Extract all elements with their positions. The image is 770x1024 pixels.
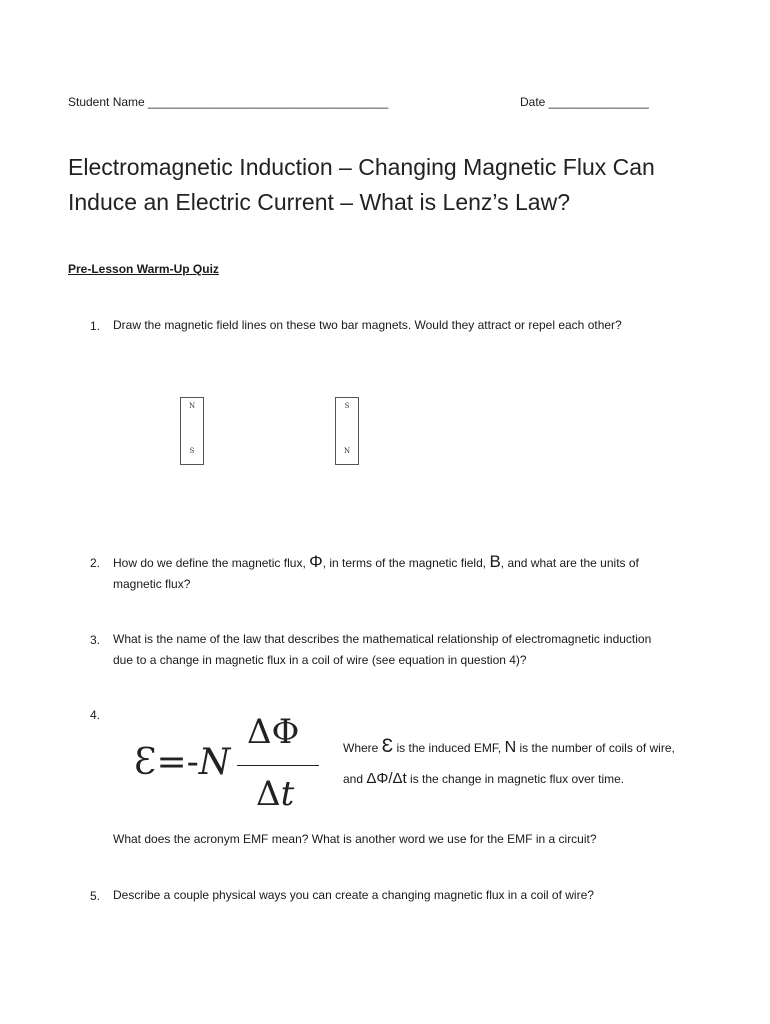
emf-symbol: Ɛ xyxy=(134,742,157,783)
section-heading: Pre-Lesson Warm-Up Quiz xyxy=(68,262,219,276)
question-2-number: 2. xyxy=(90,556,101,570)
page-title xyxy=(68,150,708,220)
magnet-left-bottom-pole: S xyxy=(189,447,195,455)
formula-explanation-line-1 xyxy=(343,736,675,758)
question-4-number: 4. xyxy=(90,708,101,722)
question-4-followup: What does the acronym EMF mean? What is another word we use for the EMF in a circuit? xyxy=(113,832,597,846)
formula-numerator: ΔΦ xyxy=(247,712,300,752)
phi-symbol: Φ xyxy=(309,552,323,571)
where-text-a: Where xyxy=(343,741,382,755)
denominator-t: t xyxy=(280,774,295,814)
formula-denominator xyxy=(256,774,294,814)
question-3-number: 3. xyxy=(90,633,101,647)
n-inline-symbol: N xyxy=(504,739,517,756)
equals-minus: =- xyxy=(156,742,199,783)
n-symbol: N xyxy=(198,742,231,783)
formula-lhs xyxy=(134,742,230,783)
title-line-2: Induce an Electric Current – What is Lenz’s Law? xyxy=(68,189,570,215)
title-line-1: Electromagnetic Induction – Changing Magnetic Flux Can xyxy=(68,154,655,180)
student-name-field[interactable] xyxy=(68,95,388,109)
magnet-left-top-pole: N xyxy=(188,402,196,410)
q2-text-c: , and what are the units of xyxy=(500,556,639,570)
denominator-delta: Δ xyxy=(256,774,281,814)
question-5-text: Describe a couple physical ways you can create a changing magnetic flux in a coil of wire? xyxy=(113,888,594,902)
bar-magnet-left xyxy=(180,397,204,465)
bar-magnet-right xyxy=(335,397,359,465)
question-1-number: 1. xyxy=(90,319,101,333)
and-text-b: is the change in magnetic flux over time. xyxy=(406,772,625,786)
q2-text-a: How do we define the magnetic flux, xyxy=(113,556,310,570)
q3-line-2: due to a change in magnetic flux in a coil of wire (see equation in question 4)? xyxy=(113,653,527,667)
formula-explanation-line-2 xyxy=(343,770,624,787)
faraday-law-formula xyxy=(134,712,334,822)
q2-text-line2: magnetic flux? xyxy=(113,577,191,591)
where-text-b: is the induced EMF, xyxy=(393,741,505,755)
student-name-label: Student Name ____________________________________ xyxy=(68,95,389,109)
question-2-text xyxy=(113,551,703,595)
dphi-dt-symbol: ΔΦ/Δt xyxy=(366,770,407,787)
question-3-text xyxy=(113,629,703,671)
emf-inline-symbol: Ɛ xyxy=(381,736,394,757)
and-text-a: and xyxy=(343,772,367,786)
q3-line-1: What is the name of the law that describes the mathematical relationship of electromagnetic induction xyxy=(113,632,652,646)
question-1-text: Draw the magnetic field lines on these two bar magnets. Would they attract or repel each other? xyxy=(113,318,622,332)
fraction-bar xyxy=(237,765,319,766)
magnet-right-top-pole: S xyxy=(344,402,350,410)
b-symbol: B xyxy=(489,552,501,571)
date-field[interactable] xyxy=(520,95,649,109)
magnet-right-bottom-pole: N xyxy=(343,447,351,455)
date-label: Date _______________ xyxy=(520,95,649,109)
q2-text-b: , in terms of the magnetic field, xyxy=(322,556,490,570)
where-text-c: is the number of coils of wire, xyxy=(516,741,675,755)
question-5-number: 5. xyxy=(90,889,101,903)
